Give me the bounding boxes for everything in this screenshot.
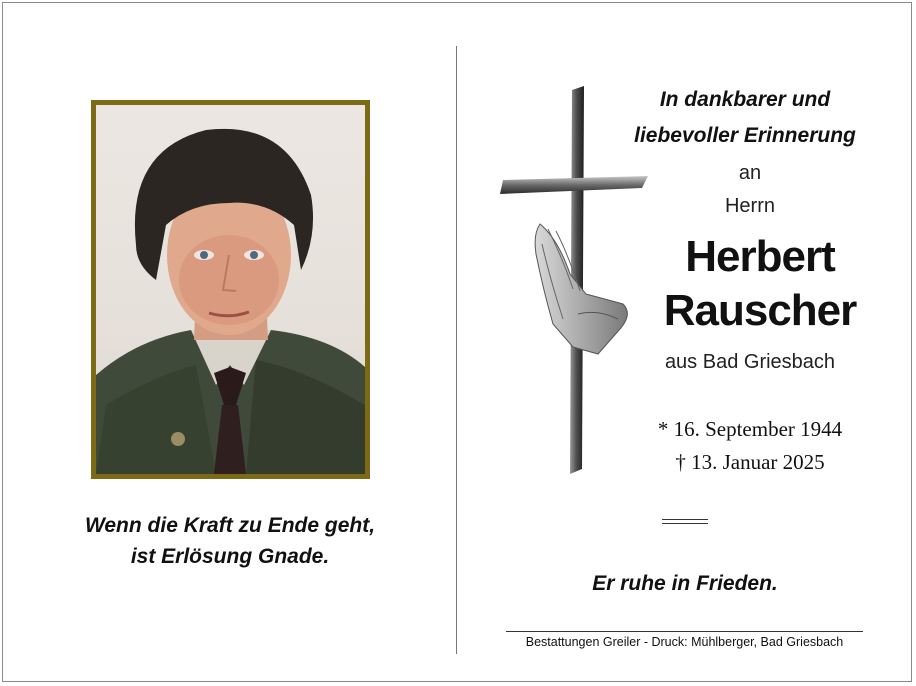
first-name: Herbert xyxy=(685,232,835,281)
footer-rule xyxy=(506,631,863,632)
closing-phrase: Er ruhe in Frieden. xyxy=(592,572,778,595)
heading-line1: In dankbarer und xyxy=(659,88,831,111)
portrait-photo xyxy=(96,105,365,474)
herrn-label: Herrn xyxy=(724,195,775,217)
separator-line xyxy=(662,519,708,520)
left-quote-line1: Wenn die Kraft zu Ende geht, xyxy=(84,514,376,537)
left-quote-line2: ist Erlösung Gnade. xyxy=(130,545,330,568)
heading-line2: liebevoller Erinnerung xyxy=(634,124,856,147)
left-quote xyxy=(40,510,420,572)
footer-credit: Bestattungen Greiler - Druck: Mühlberger, Bad Griesbach xyxy=(525,635,844,649)
fold-line xyxy=(456,46,457,654)
birth-date: * 16. September 1944 xyxy=(657,417,843,441)
portrait-frame xyxy=(91,100,370,479)
origin: aus Bad Griesbach xyxy=(664,351,836,373)
death-date: † 13. Januar 2025 xyxy=(675,450,825,474)
an-label: an xyxy=(738,162,762,184)
last-name: Rauscher xyxy=(663,286,857,335)
portrait-illustration xyxy=(96,105,365,474)
praying-hands-icon xyxy=(528,219,638,359)
separator-line xyxy=(662,523,708,524)
